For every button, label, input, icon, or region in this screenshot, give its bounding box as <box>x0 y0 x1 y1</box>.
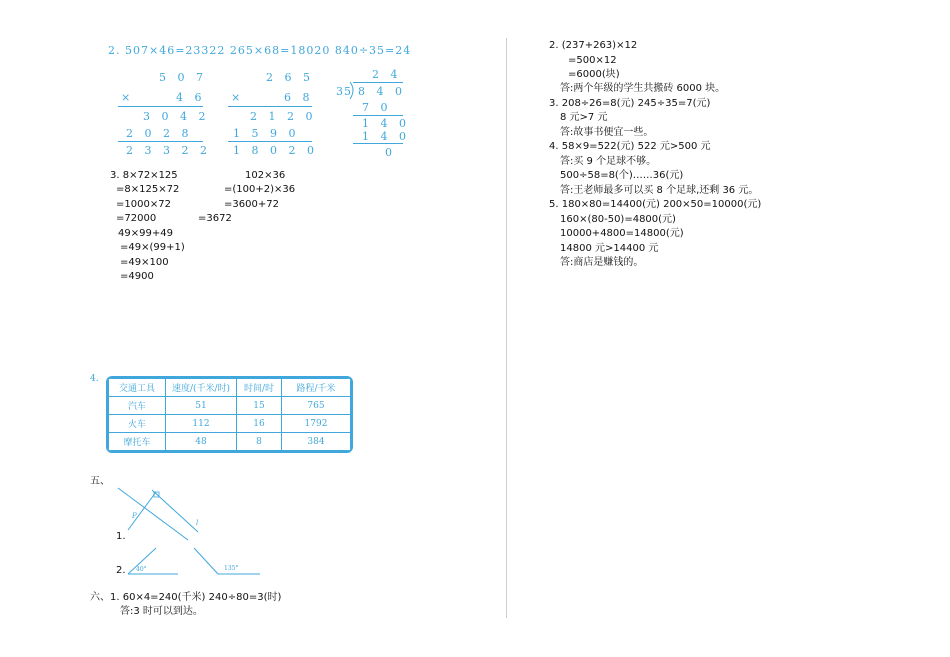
calc2-row4: 1 5 9 0 <box>233 127 300 140</box>
section-five-item1: 1. <box>116 531 126 542</box>
calc3-bar <box>353 82 403 83</box>
right-line: 14800 元>14400 元 <box>560 243 659 254</box>
q3-b2: =(100+2)×36 <box>224 184 296 195</box>
section-five-item2: 2. <box>116 565 126 576</box>
calc2-row5: 1 8 0 2 0 <box>233 144 318 157</box>
right-line: 答:两个年级的学生共搬砖 6000 块。 <box>560 83 726 94</box>
column-divider <box>506 38 507 618</box>
q3-a2: =8×125×72 <box>116 184 180 195</box>
table-cell: 16 <box>237 415 282 433</box>
table-header-cell: 交通工具 <box>109 379 166 397</box>
calc3-quotient: 2 4 <box>372 68 402 81</box>
angle1-label: 40° <box>136 566 147 573</box>
right-line: 160×(80-50)=4800(元) <box>560 214 676 225</box>
table-row <box>109 397 351 415</box>
calc2-line1 <box>228 106 312 107</box>
calc1-row4: 2 0 2 8 <box>126 127 193 140</box>
section-six-line1: 六、1. 60×4=240(千米) 240÷80=3(时) <box>90 592 282 603</box>
calc3-r4: 0 <box>385 146 396 159</box>
section-six-line2: 答:3 时可以到达。 <box>120 606 203 617</box>
calc3-dividend: 8 4 0 <box>358 85 406 98</box>
q3-c3: =49×100 <box>120 257 169 268</box>
q3-c4: =4900 <box>120 271 154 282</box>
q4-label: 4. <box>90 374 99 384</box>
table-header-cell: 时间/时 <box>237 379 282 397</box>
right-line: =6000(块) <box>568 69 620 80</box>
right-line: 3. 208÷26=8(元) 245÷35=7(元) <box>549 98 711 109</box>
q4-table-frame <box>106 376 353 453</box>
calc2-row2: 6 8 <box>284 91 314 104</box>
table-cell: 112 <box>166 415 237 433</box>
table-cell: 15 <box>237 397 282 415</box>
table-cell: 384 <box>282 433 351 451</box>
calc2-row1: 2 6 5 <box>266 71 314 84</box>
calc1-row3: 3 0 4 2 <box>143 110 210 123</box>
right-line: 500÷58=8(个)……36(元) <box>560 170 684 181</box>
right-line: 4. 58×9=522(元) 522 元>500 元 <box>549 141 711 152</box>
table-row <box>109 433 351 451</box>
calc1-row1: 5 0 7 <box>159 71 207 84</box>
right-line: 答:故事书便宜一些。 <box>560 127 654 138</box>
calc2-row3: 2 1 2 0 <box>250 110 317 123</box>
right-line: 答:王老师最多可以买 8 个足球,还剩 36 元。 <box>560 185 759 196</box>
q3-b1: 102×36 <box>245 170 286 181</box>
table-cell: 51 <box>166 397 237 415</box>
table-cell: 火车 <box>109 415 166 433</box>
calc3-divisor: 35 <box>336 85 352 98</box>
calc3-r3: 1 4 0 <box>362 130 410 143</box>
right-line: 2. (237+263)×12 <box>549 40 638 51</box>
calc2-line2 <box>228 141 312 142</box>
calc3-r2: 1 4 0 <box>362 117 410 130</box>
angle2-label: 135° <box>224 565 239 572</box>
table-row <box>109 415 351 433</box>
calc3-r1: 7 0 <box>362 101 392 114</box>
q3-b3: =3600+72 <box>224 199 279 210</box>
angle2-ray <box>194 548 218 574</box>
geometry-figure <box>110 482 280 582</box>
table-cell: 1792 <box>282 415 351 433</box>
calc1-row5: 2 3 3 2 2 <box>126 144 211 157</box>
q3-a3: =1000×72 <box>116 199 171 210</box>
calc1-line1 <box>118 106 203 107</box>
right-line: 答:商店是赚钱的。 <box>560 257 644 268</box>
q3-a1: 3. 8×72×125 <box>110 170 178 181</box>
table-cell: 摩托车 <box>109 433 166 451</box>
section-five-title: 五、 <box>90 476 110 487</box>
right-line: 答:买 9 个足球不够。 <box>560 156 657 167</box>
calc1-row2: 4 6 <box>176 91 206 104</box>
right-line: 10000+4800=14800(元) <box>560 228 684 239</box>
q4-table <box>108 378 351 451</box>
calc1-sign: × <box>121 91 135 104</box>
line-l-label: l <box>196 519 199 527</box>
right-line: 5. 180×80=14400(元) 200×50=10000(元) <box>549 199 762 210</box>
q3-a4: =72000 <box>116 213 157 224</box>
table-header-row <box>109 379 351 397</box>
perpendicular-line <box>128 492 156 530</box>
table-cell: 8 <box>237 433 282 451</box>
calc3-line1 <box>353 115 403 116</box>
table-cell: 汽车 <box>109 397 166 415</box>
right-line: 8 元>7 元 <box>560 112 608 123</box>
right-line: =500×12 <box>568 55 617 66</box>
point-p-label: P <box>132 512 137 520</box>
q2-header: 2. 507×46=23322 265×68=18020 840÷35=24 <box>108 44 412 57</box>
table-header-cell: 路程/千米 <box>282 379 351 397</box>
table-cell: 48 <box>166 433 237 451</box>
calc3-line2 <box>353 143 403 144</box>
calc1-line2 <box>118 141 203 142</box>
table-header-cell: 速度/(千米/时) <box>166 379 237 397</box>
table-cell: 765 <box>282 397 351 415</box>
calc2-sign: × <box>231 91 245 104</box>
q3-b4: =3672 <box>198 213 232 224</box>
q3-c2: =49×(99+1) <box>120 242 185 253</box>
q3-c1: 49×99+49 <box>118 228 173 239</box>
